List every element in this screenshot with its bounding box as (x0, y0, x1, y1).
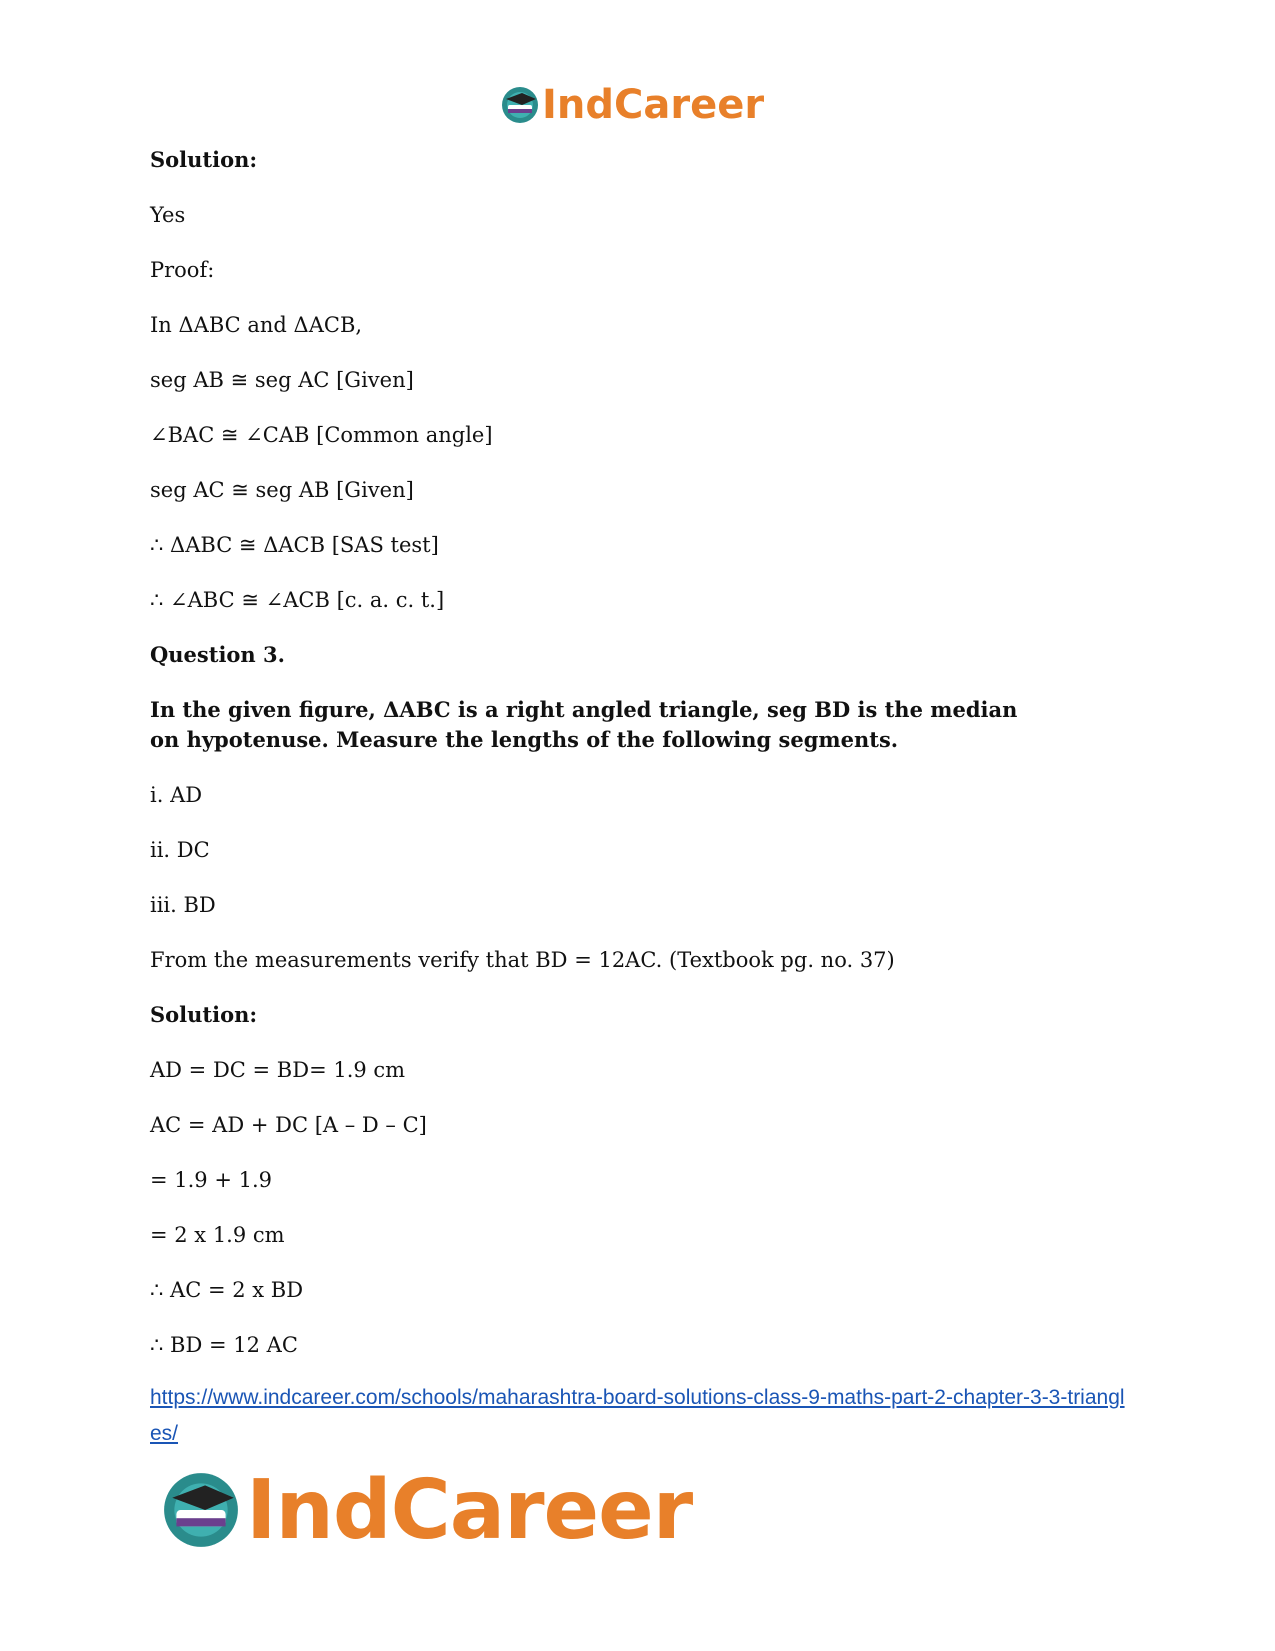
text-line: ii. DC (150, 838, 210, 862)
text-line: AD = DC = BD= 1.9 cm (150, 1058, 406, 1082)
text-line: seg AB ≅ seg AC [Given] (150, 368, 414, 392)
graduation-book-icon (160, 1469, 242, 1551)
text-line: ∴ ΔABC ≅ ΔACB [SAS test] (150, 533, 439, 557)
text-line: seg AC ≅ seg AB [Given] (150, 478, 414, 502)
source-link[interactable]: https://www.indcareer.com/schools/maharashtra-board-solutions-class-9-maths-part-2-chapter-3-3-triangles/ (150, 1386, 1125, 1445)
document-body (150, 145, 1130, 1385)
text-line: = 1.9 + 1.9 (150, 1168, 273, 1192)
text-line: From the measurements verify that BD = 12AC. (Textbook pg. no. 37) (150, 948, 895, 972)
footer-logo (160, 1462, 693, 1558)
text-line: = 2 x 1.9 cm (150, 1223, 285, 1247)
question-text: In the given figure, ΔABC is a right angled triangle, seg BD is the median on hypotenuse. Measure the lengths of the following segments. (150, 697, 1018, 752)
text-line: ∴ AC = 2 x BD (150, 1278, 304, 1302)
text-line: ∴ BD = 12 AC (150, 1333, 298, 1357)
brand-name: IndCareer (542, 82, 765, 128)
graduation-book-icon (500, 85, 540, 125)
text-line: ∴ ∠ABC ≅ ∠ACB [c. a. c. t.] (150, 588, 445, 612)
brand-name: IndCareer (246, 1462, 693, 1558)
text-line: Yes (150, 203, 186, 227)
text-line: iii. BD (150, 893, 216, 917)
text-line: i. AD (150, 783, 203, 807)
text-line: Solution: (150, 147, 258, 172)
solution-heading: Solution: (150, 1002, 258, 1027)
text-line: ∠BAC ≅ ∠CAB [Common angle] (150, 423, 493, 447)
question-heading: Question 3. (150, 642, 285, 667)
text-line: Proof: (150, 258, 215, 282)
text-line: AC = AD + DC [A – D – C] (150, 1113, 427, 1137)
header-logo (500, 80, 764, 130)
text-line: In ΔABC and ΔACB, (150, 313, 363, 337)
